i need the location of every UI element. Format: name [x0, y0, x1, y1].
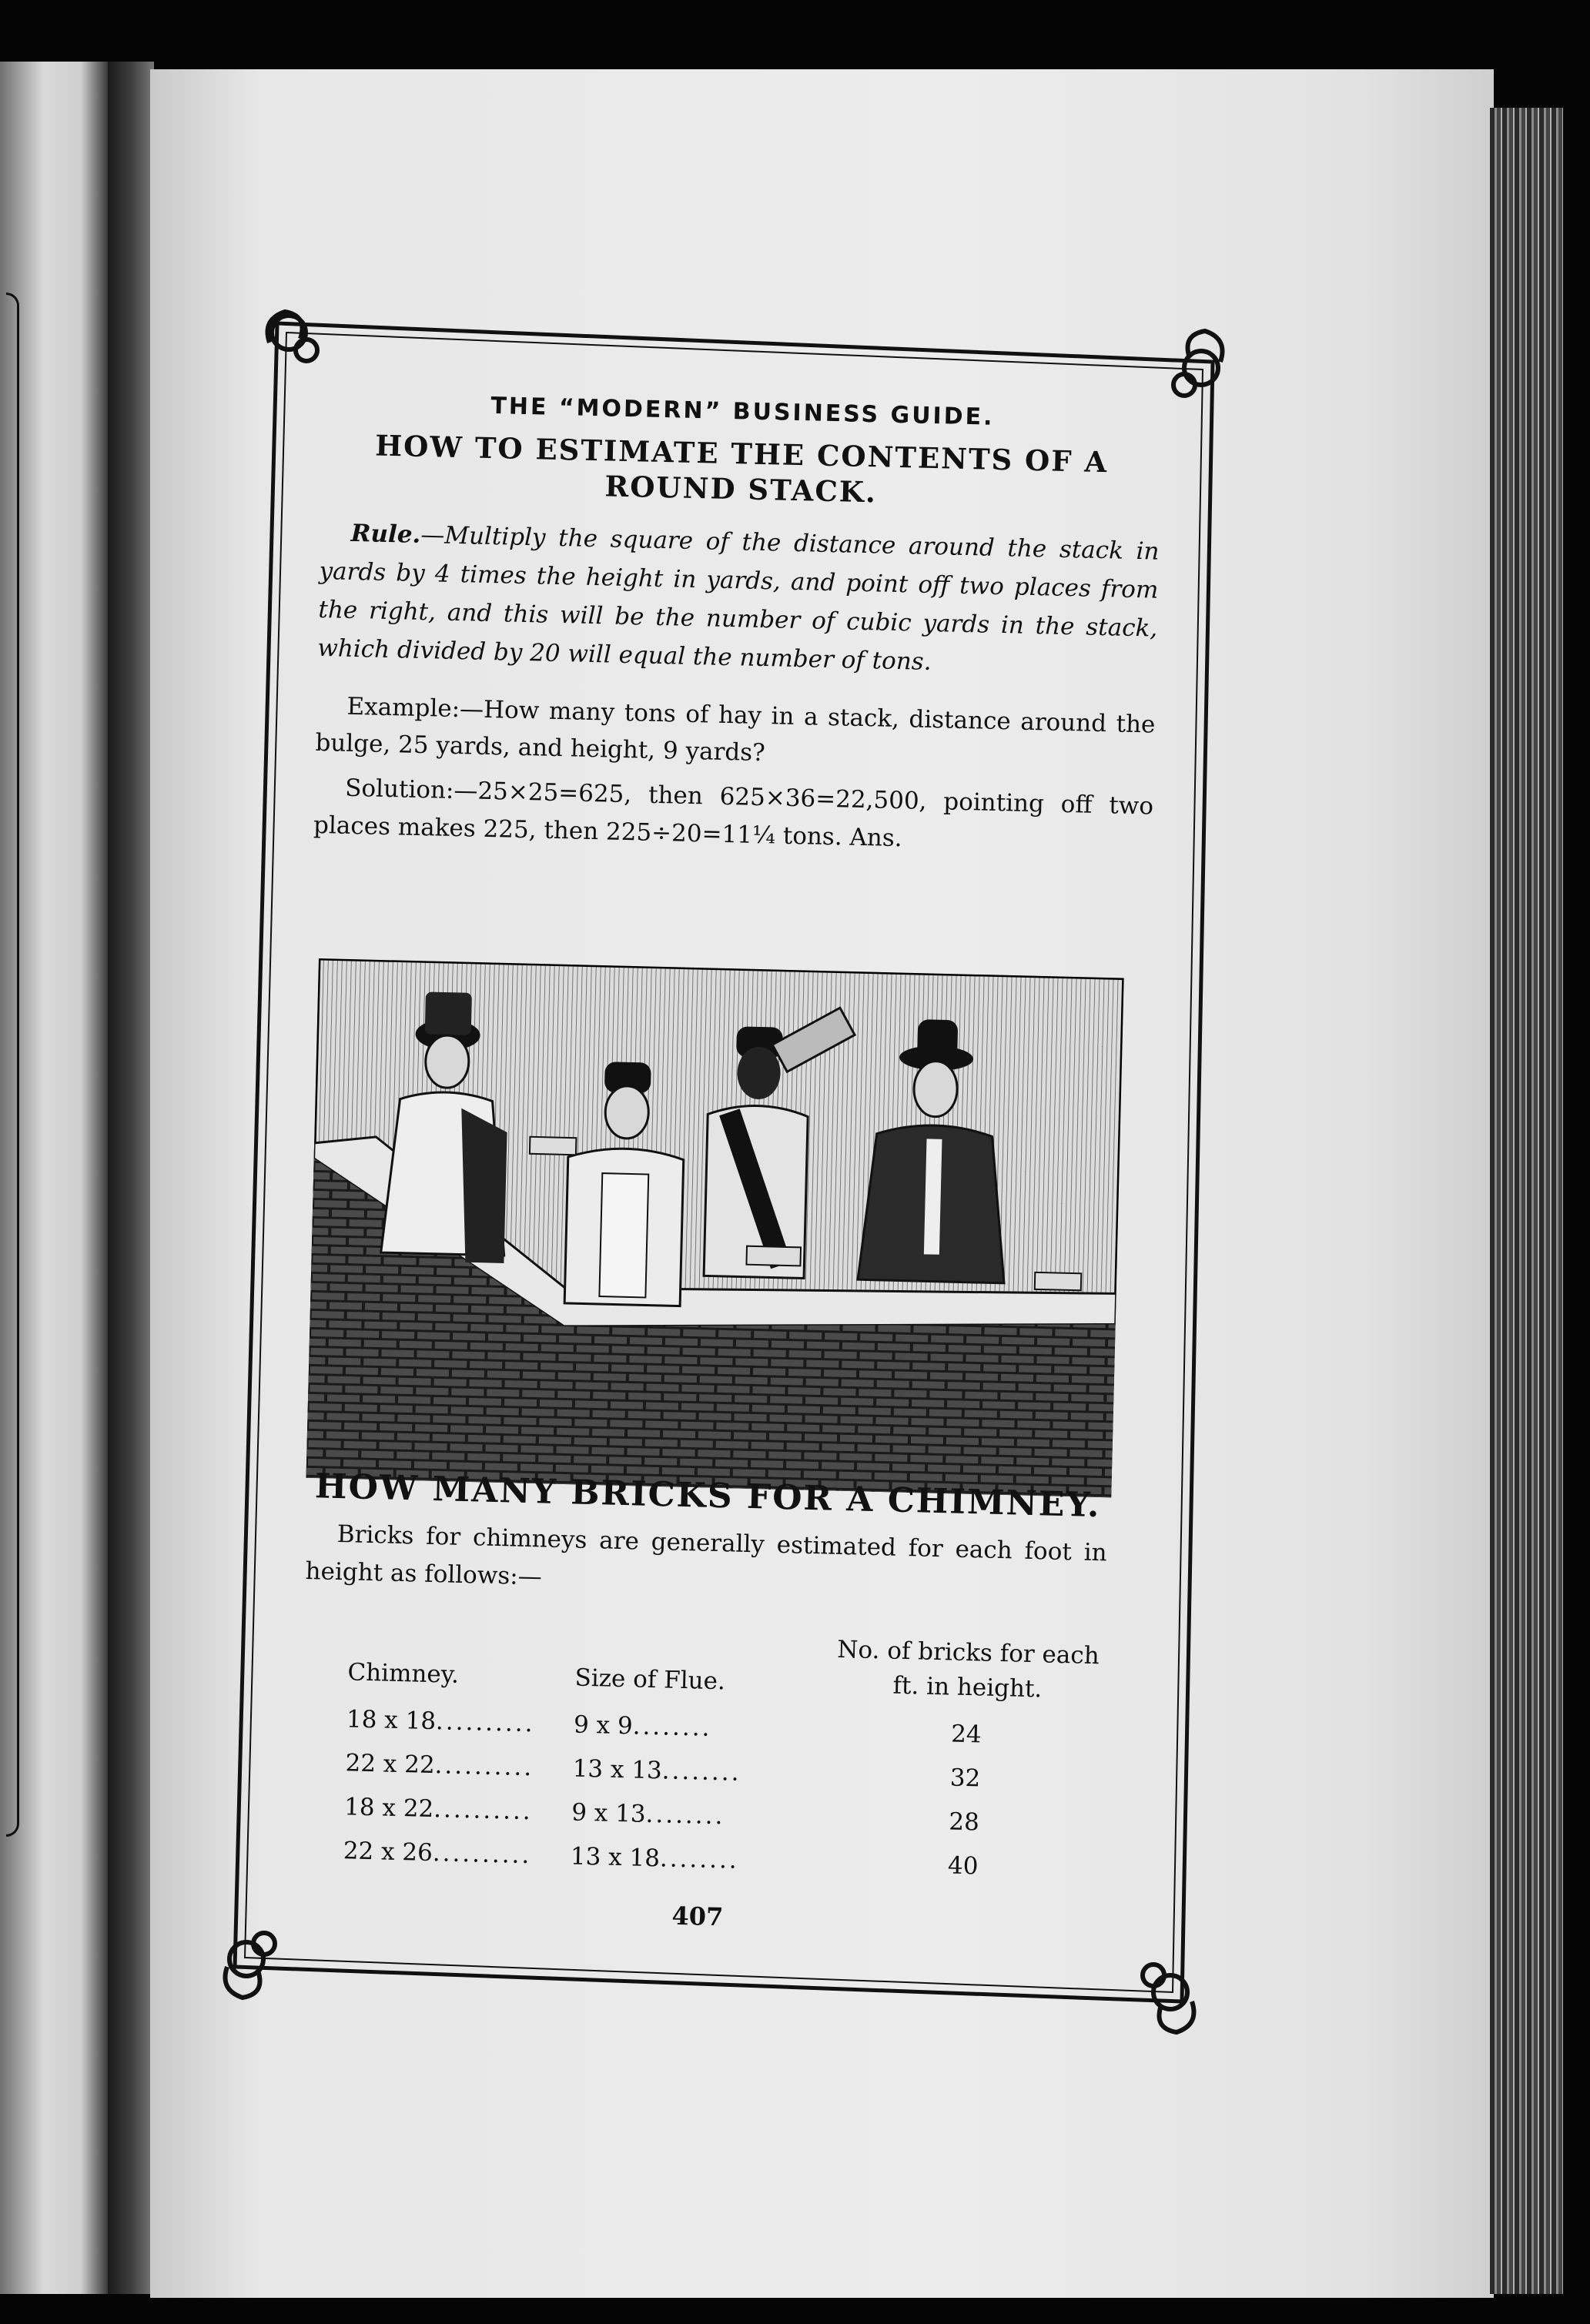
column-header-bricks-per-foot: No. of bricks for each ft. in height. — [836, 1635, 1100, 1704]
bricks-count: 28 — [948, 1807, 980, 1837]
rule-paragraph — [317, 513, 1160, 687]
corner-flourish-top-right — [1173, 331, 1223, 396]
chimney-size: 22 x 22 — [345, 1749, 436, 1779]
bricklayers-engraving — [306, 958, 1124, 1497]
column-header-chimney: Chimney. — [347, 1658, 460, 1689]
flue-size: 9 x 9 — [573, 1710, 634, 1740]
flue-size: 13 x 18 — [570, 1842, 661, 1872]
rule-text: —Multiply the square of the distance around the stack in yards by 4 times the height in yards, and point off two places from the right, and this will be the number of cubic yards in the stack, which divided by 20 will equal the number of tons. — [316, 520, 1160, 677]
section-heading-chimney: HOW MANY BRICKS FOR A CHIMNEY. — [314, 1466, 1102, 1526]
table-row: 22 x 26.......... 13 x 18........ 40 — [298, 1827, 1100, 1891]
chimney-intro-paragraph: Bricks for chimneys are generally estimated for each foot in height as follows:— — [305, 1520, 1108, 1591]
table-row: 22 x 22.......... 13 x 13........ 32 — [300, 1740, 1102, 1804]
example-paragraph: Example:—How many tons of hay in a stack, distance around the bulge, 25 yards, and height, 9 yards? — [315, 693, 1156, 767]
chimney-size: 22 x 26 — [343, 1836, 433, 1867]
chimney-size: 18 x 18 — [346, 1705, 437, 1735]
running-head: THE “MODERN” BUSINESS GUIDE. — [490, 392, 995, 431]
engraving-image — [306, 958, 1124, 1497]
bricks-count: 32 — [949, 1764, 981, 1793]
column-header-flue-size: Size of Flue. — [574, 1664, 726, 1696]
page-number: 407 — [671, 1901, 724, 1931]
table-row: 18 x 18.......... 9 x 9........ 24 — [301, 1697, 1103, 1760]
corner-flourish-bottom-left — [226, 1933, 276, 1998]
rule-lead: Rule. — [350, 519, 421, 549]
bricks-count: 24 — [950, 1720, 982, 1749]
table-row: 18 x 22.......... 9 x 13........ 28 — [300, 1784, 1101, 1847]
flue-size: 9 x 13 — [571, 1798, 647, 1828]
chimney-bricks-section — [297, 1466, 1109, 1941]
flue-size: 13 x 13 — [572, 1754, 663, 1785]
chimney-size: 18 x 22 — [343, 1792, 434, 1823]
stack-estimate-section — [313, 389, 1162, 870]
chimney-bricks-table — [298, 1620, 1105, 1891]
bricks-count: 40 — [947, 1851, 979, 1881]
solution-paragraph: Solution:—25×25=625, then 625×36=22,500, pointing off two places makes 225, then 225÷20=11¼ tons. Ans. — [313, 774, 1154, 852]
section-heading-round-stack: HOW TO ESTIMATE THE CONTENTS OF A ROUND STACK. — [374, 428, 1109, 510]
